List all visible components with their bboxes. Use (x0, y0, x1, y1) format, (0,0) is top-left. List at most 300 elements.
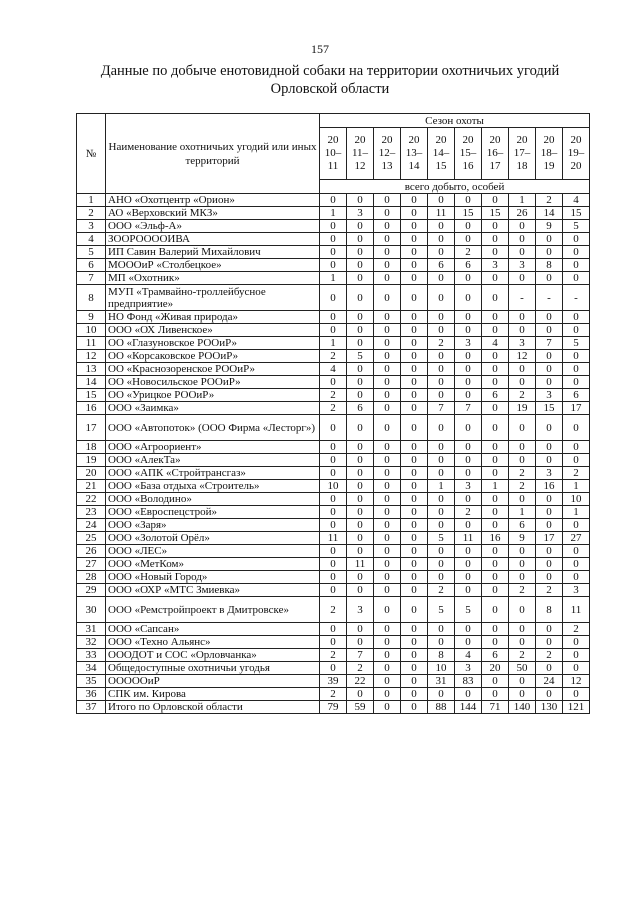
row-value: 0 (482, 272, 509, 285)
row-value: 0 (536, 233, 563, 246)
row-value: 0 (374, 363, 401, 376)
row-value: 2 (320, 389, 347, 402)
row-value: 2 (536, 194, 563, 207)
row-value: 0 (374, 350, 401, 363)
row-value: 0 (320, 324, 347, 337)
row-value: 0 (374, 662, 401, 675)
row-value: 1 (563, 480, 590, 493)
row-value: 0 (509, 597, 536, 623)
row-value: 2 (347, 662, 374, 675)
row-value: 0 (509, 272, 536, 285)
row-value: 0 (563, 324, 590, 337)
row-value: 0 (347, 545, 374, 558)
row-value: 2 (320, 402, 347, 415)
row-value: 39 (320, 675, 347, 688)
row-value: 0 (482, 571, 509, 584)
row-value: 0 (401, 571, 428, 584)
row-name: ООО «МетКом» (106, 558, 320, 571)
row-name: ОООООиР (106, 675, 320, 688)
row-value: 0 (347, 363, 374, 376)
row-value: 0 (401, 233, 428, 246)
row-value: 0 (455, 688, 482, 701)
row-number: 2 (77, 207, 106, 220)
row-value: 0 (509, 415, 536, 441)
row-value: - (509, 285, 536, 311)
table-row (77, 506, 590, 519)
row-value: 0 (563, 545, 590, 558)
row-value: 0 (320, 571, 347, 584)
row-value: 11 (455, 532, 482, 545)
row-value: 5 (347, 350, 374, 363)
row-value: 0 (509, 441, 536, 454)
row-value: 0 (347, 480, 374, 493)
row-number: 28 (77, 571, 106, 584)
row-value: 0 (401, 246, 428, 259)
table-row (77, 623, 590, 636)
row-value: 12 (563, 675, 590, 688)
row-value: 1 (482, 480, 509, 493)
row-name: ООО «Техно Альянс» (106, 636, 320, 649)
row-value: 0 (482, 376, 509, 389)
row-value: 2 (563, 467, 590, 480)
table-row (77, 389, 590, 402)
row-value: 0 (536, 415, 563, 441)
row-value: 0 (536, 571, 563, 584)
row-value: 0 (374, 376, 401, 389)
row-value: 0 (347, 636, 374, 649)
table-row (77, 636, 590, 649)
row-number: 36 (77, 688, 106, 701)
row-value: 0 (509, 220, 536, 233)
row-name: МП «Охотник» (106, 272, 320, 285)
header-season-5: 20 14–15 (428, 128, 455, 180)
row-value: 3 (455, 337, 482, 350)
row-value: 15 (536, 402, 563, 415)
row-value: 0 (347, 311, 374, 324)
table-row (77, 454, 590, 467)
row-name: НО Фонд «Живая природа» (106, 311, 320, 324)
row-number: 15 (77, 389, 106, 402)
row-value: 0 (563, 649, 590, 662)
row-value: 0 (347, 454, 374, 467)
table-row (77, 701, 590, 714)
table-row (77, 571, 590, 584)
row-value: 0 (401, 415, 428, 441)
row-value: 0 (482, 688, 509, 701)
row-value: 0 (374, 584, 401, 597)
row-value: 0 (320, 246, 347, 259)
row-value: 3 (455, 662, 482, 675)
row-value: 0 (347, 493, 374, 506)
header-name: Наименование охотничьих угодий или иных территорий (106, 114, 320, 194)
row-number: 13 (77, 363, 106, 376)
header-season-6: 20 15–16 (455, 128, 482, 180)
row-value: 3 (563, 584, 590, 597)
row-value: 0 (320, 467, 347, 480)
row-value: 0 (401, 259, 428, 272)
row-value: 0 (428, 415, 455, 441)
row-name: ООО «ЛЕС» (106, 545, 320, 558)
row-value: 0 (320, 506, 347, 519)
row-number: 26 (77, 545, 106, 558)
row-value: 0 (374, 467, 401, 480)
row-value: 0 (320, 545, 347, 558)
row-number: 20 (77, 467, 106, 480)
row-number: 10 (77, 324, 106, 337)
header-number: № (77, 114, 106, 194)
row-value: 2 (509, 467, 536, 480)
row-value: 0 (320, 636, 347, 649)
table-row (77, 350, 590, 363)
row-value: 0 (401, 454, 428, 467)
row-value: 0 (563, 571, 590, 584)
row-value: 50 (509, 662, 536, 675)
row-value: 2 (536, 584, 563, 597)
row-value: 0 (536, 376, 563, 389)
row-value: 0 (482, 441, 509, 454)
row-value: 11 (428, 207, 455, 220)
row-name: ООО «Володино» (106, 493, 320, 506)
table-row (77, 311, 590, 324)
row-number: 18 (77, 441, 106, 454)
row-value: 0 (401, 194, 428, 207)
row-value: 0 (401, 662, 428, 675)
row-value: 2 (563, 623, 590, 636)
row-value: 0 (509, 454, 536, 467)
row-value: 0 (374, 441, 401, 454)
row-value: 0 (347, 441, 374, 454)
row-value: 0 (482, 233, 509, 246)
row-value: 15 (563, 207, 590, 220)
row-number: 7 (77, 272, 106, 285)
row-name: ОО «Новосильское РООиР» (106, 376, 320, 389)
row-value: 0 (455, 467, 482, 480)
row-value: 9 (536, 220, 563, 233)
row-value: 0 (374, 285, 401, 311)
row-name: ОО «Урицкое РООиР» (106, 389, 320, 402)
row-value: 0 (374, 389, 401, 402)
row-value: 0 (374, 545, 401, 558)
row-value: 0 (509, 363, 536, 376)
row-value: 0 (482, 597, 509, 623)
row-value: 3 (482, 259, 509, 272)
row-name: ООО «База отдыха «Строитель» (106, 480, 320, 493)
row-value: 12 (509, 350, 536, 363)
row-value: 0 (347, 467, 374, 480)
row-name: ООО «Сапсан» (106, 623, 320, 636)
row-value: 0 (455, 324, 482, 337)
row-value: 6 (428, 259, 455, 272)
row-value: 0 (536, 545, 563, 558)
row-value: 0 (374, 571, 401, 584)
row-value: 0 (509, 675, 536, 688)
row-number: 29 (77, 584, 106, 597)
row-value: 0 (401, 649, 428, 662)
row-value: 0 (401, 376, 428, 389)
row-value: 1 (509, 194, 536, 207)
row-value: 59 (347, 701, 374, 714)
row-name: ООО «Агроориент» (106, 441, 320, 454)
row-number: 14 (77, 376, 106, 389)
row-name: ОО «Корсаковское РООиР» (106, 350, 320, 363)
row-name: ООО «Эльф-А» (106, 220, 320, 233)
row-value: 0 (536, 350, 563, 363)
row-value: 0 (428, 233, 455, 246)
row-name: ИП Савин Валерий Михайлович (106, 246, 320, 259)
row-value: 0 (428, 389, 455, 402)
row-value: 0 (428, 246, 455, 259)
row-value: 0 (401, 688, 428, 701)
row-value: - (536, 285, 563, 311)
row-value: 0 (563, 441, 590, 454)
row-value: 0 (401, 493, 428, 506)
row-value: 0 (536, 688, 563, 701)
row-value: 0 (428, 272, 455, 285)
row-value: 26 (509, 207, 536, 220)
row-value: 3 (347, 207, 374, 220)
table-row (77, 285, 590, 311)
row-value: 0 (482, 324, 509, 337)
table-row (77, 649, 590, 662)
row-value: 0 (563, 233, 590, 246)
row-value: 0 (401, 558, 428, 571)
row-value: 140 (509, 701, 536, 714)
row-number: 19 (77, 454, 106, 467)
row-number: 6 (77, 259, 106, 272)
row-number: 35 (77, 675, 106, 688)
row-value: 2 (455, 246, 482, 259)
row-value: 0 (401, 519, 428, 532)
row-value: 0 (401, 636, 428, 649)
row-number: 8 (77, 285, 106, 311)
row-value: 0 (428, 350, 455, 363)
row-value: 0 (374, 506, 401, 519)
row-value: 3 (347, 597, 374, 623)
row-value: 2 (509, 649, 536, 662)
row-value: 17 (536, 532, 563, 545)
header-season-7: 20 16–17 (482, 128, 509, 180)
row-number: 33 (77, 649, 106, 662)
row-value: 0 (482, 246, 509, 259)
row-value: 0 (401, 337, 428, 350)
row-value: 0 (374, 415, 401, 441)
row-value: 0 (401, 220, 428, 233)
row-value: 0 (482, 467, 509, 480)
row-value: 0 (401, 480, 428, 493)
row-value: 0 (536, 623, 563, 636)
row-value: 0 (482, 311, 509, 324)
table-row (77, 467, 590, 480)
row-value: 4 (482, 337, 509, 350)
table-row (77, 272, 590, 285)
row-value: 0 (401, 363, 428, 376)
row-value: 2 (509, 480, 536, 493)
row-value: 0 (455, 441, 482, 454)
row-value: 0 (563, 259, 590, 272)
row-value: 0 (509, 545, 536, 558)
row-number: 32 (77, 636, 106, 649)
row-value: 71 (482, 701, 509, 714)
row-value: 8 (536, 597, 563, 623)
row-value: 0 (455, 519, 482, 532)
row-value: 0 (563, 558, 590, 571)
table-row (77, 233, 590, 246)
row-value: 0 (455, 584, 482, 597)
page-number: 157 (311, 42, 329, 56)
row-value: 11 (320, 532, 347, 545)
row-number: 9 (77, 311, 106, 324)
row-value: 0 (482, 285, 509, 311)
row-value: 0 (482, 402, 509, 415)
row-value: 0 (374, 623, 401, 636)
row-value: 22 (347, 675, 374, 688)
row-value: 0 (374, 246, 401, 259)
row-number: 27 (77, 558, 106, 571)
row-value: 0 (374, 194, 401, 207)
row-value: 0 (455, 233, 482, 246)
row-value: 0 (536, 493, 563, 506)
row-value: 0 (374, 311, 401, 324)
row-value: 16 (482, 532, 509, 545)
row-value: 0 (401, 532, 428, 545)
row-value: 0 (428, 688, 455, 701)
row-value: 0 (536, 324, 563, 337)
row-value: 11 (347, 558, 374, 571)
row-number: 31 (77, 623, 106, 636)
row-value: 0 (563, 662, 590, 675)
row-value: 2 (320, 649, 347, 662)
row-value: 0 (536, 246, 563, 259)
row-value: 0 (509, 636, 536, 649)
row-value: 0 (563, 636, 590, 649)
row-value: 14 (536, 207, 563, 220)
row-value: 0 (320, 194, 347, 207)
row-value: 0 (347, 259, 374, 272)
row-value: 0 (374, 649, 401, 662)
row-value: 1 (320, 207, 347, 220)
header-season-10: 20 19–20 (563, 128, 590, 180)
row-value: 0 (509, 558, 536, 571)
row-value: 0 (347, 337, 374, 350)
row-value: 0 (509, 324, 536, 337)
row-value: 20 (482, 662, 509, 675)
row-value: 0 (428, 623, 455, 636)
row-value: 1 (320, 272, 347, 285)
row-value: 0 (347, 285, 374, 311)
table-header (77, 114, 590, 194)
row-value: 0 (347, 688, 374, 701)
table-row (77, 688, 590, 701)
row-value: 2 (320, 688, 347, 701)
row-number: 21 (77, 480, 106, 493)
row-value: 0 (455, 272, 482, 285)
row-value: 16 (536, 480, 563, 493)
row-value: 0 (401, 272, 428, 285)
table-row (77, 220, 590, 233)
table-row (77, 246, 590, 259)
row-value: 0 (455, 376, 482, 389)
row-value: 0 (482, 545, 509, 558)
row-value: 6 (455, 259, 482, 272)
row-value: 0 (401, 285, 428, 311)
row-value: 0 (563, 688, 590, 701)
row-name: ОООДОТ и СОС «Орловчанка» (106, 649, 320, 662)
row-value: 0 (320, 454, 347, 467)
row-value: 0 (320, 415, 347, 441)
row-value: 0 (509, 233, 536, 246)
row-value: 0 (482, 558, 509, 571)
row-value: 4 (320, 363, 347, 376)
row-value: 0 (536, 272, 563, 285)
row-value: 0 (482, 220, 509, 233)
table-row (77, 259, 590, 272)
row-value: 7 (347, 649, 374, 662)
header-season-group: Сезон охоты (320, 114, 590, 128)
row-value: 0 (455, 545, 482, 558)
row-value: 0 (347, 506, 374, 519)
row-value: 0 (347, 389, 374, 402)
row-value: 0 (455, 285, 482, 311)
row-value: 0 (401, 389, 428, 402)
row-value: 0 (536, 363, 563, 376)
row-value: 7 (536, 337, 563, 350)
row-name: Общедоступные охотничьи угодья (106, 662, 320, 675)
row-value: 0 (428, 194, 455, 207)
row-value: 0 (536, 454, 563, 467)
row-value: 0 (428, 454, 455, 467)
row-value: 1 (428, 480, 455, 493)
row-value: 0 (374, 558, 401, 571)
row-value: 5 (563, 220, 590, 233)
row-number: 24 (77, 519, 106, 532)
row-value: 0 (374, 675, 401, 688)
table-row (77, 207, 590, 220)
row-value: 1 (563, 506, 590, 519)
row-value: 0 (401, 350, 428, 363)
row-value: 0 (509, 571, 536, 584)
table-row (77, 597, 590, 623)
row-value: 0 (536, 636, 563, 649)
table-row (77, 376, 590, 389)
row-value: 0 (482, 454, 509, 467)
table-row (77, 545, 590, 558)
table-row (77, 415, 590, 441)
row-value: 0 (320, 662, 347, 675)
row-value: 0 (428, 376, 455, 389)
row-name: ООО «Евроспецстрой» (106, 506, 320, 519)
row-value: 3 (536, 389, 563, 402)
row-value: 0 (482, 493, 509, 506)
row-value: 0 (563, 272, 590, 285)
row-name: ООО «Заря» (106, 519, 320, 532)
row-value: 0 (455, 636, 482, 649)
title-line-2: Орловской области (270, 81, 390, 97)
row-value: 9 (509, 532, 536, 545)
table-row (77, 519, 590, 532)
row-value: 8 (428, 649, 455, 662)
row-value: 24 (536, 675, 563, 688)
row-value: 0 (374, 402, 401, 415)
header-season-3: 20 12–13 (374, 128, 401, 180)
row-value: 0 (320, 519, 347, 532)
row-value: 0 (428, 220, 455, 233)
row-value: 0 (563, 363, 590, 376)
row-value: 0 (482, 675, 509, 688)
row-value: 4 (455, 649, 482, 662)
row-value: 2 (509, 584, 536, 597)
header-unit: всего добыто, особей (320, 180, 590, 194)
table-row (77, 532, 590, 545)
